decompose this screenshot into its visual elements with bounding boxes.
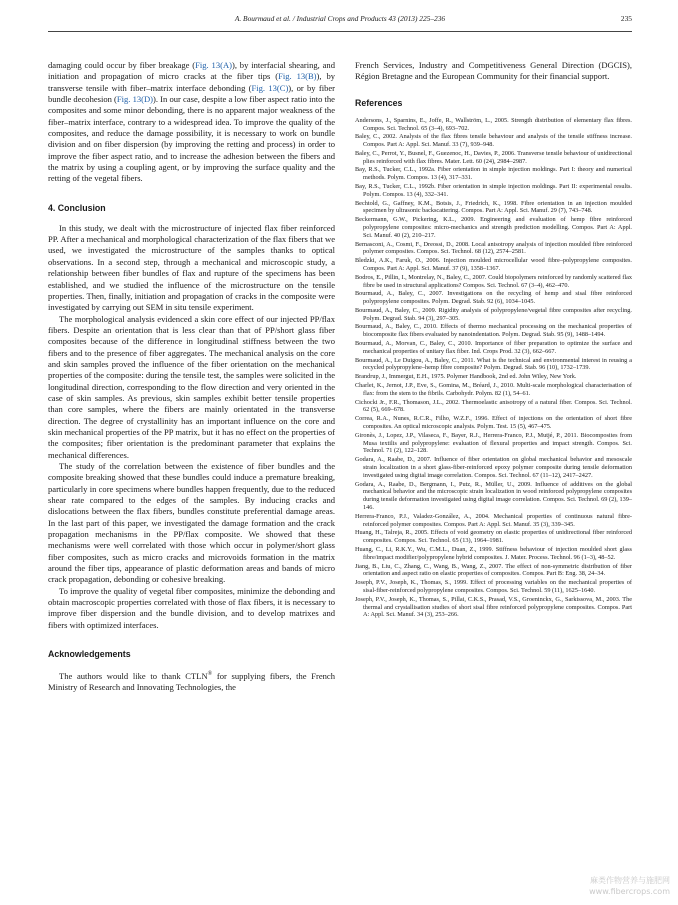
- reference-item: Cichocki Jr., F.R., Thomason, J.L., 2002. Thermoelastic anisotropy of a natural fiber. Compos. Sci. Technol. 62 (5), 669–678.: [355, 398, 632, 414]
- reference-item: Bay, R.S., Tucker, C.L., 1992b. Fiber orientation in simple injection moldings. Part II: experimental results. Polym. Compos. 13 (4), 332–341.: [355, 183, 632, 198]
- reference-item: Gironès, J., Lopez, J.P., Vilaseca, F., Bayer, R.J., Herrera-Franco, P.J., Mutjé, P., 2011. Biocomposites from Musa textilis and polypropylene: evaluation of flexural properties and impact strength. Compos. Sci. Technol. 71 (2), 122–128.: [355, 431, 632, 455]
- reference-item: Baley, C., Perrot, Y., Busnel, F., Guezenoc, H., Davies, P., 2006. Transverse tensile behaviour of unidirectional plies reinforced with flax fibres. Mater. Lett. 60 (24), 2984–2987.: [355, 149, 632, 165]
- reference-item: Bay, R.S., Tucker, C.L., 1992a. Fiber orientation in simple injection moldings. Part I: theory and numerical methods. Polym. Compos. 13 (4), 317–331.: [355, 166, 632, 182]
- reference-item: Bourmaud, A., Baley, C., 2010. Effects of thermo mechanical processing on the mechanical properties of biocomposite flax fibers evaluated by nanoindentation. Polym. Degrad. Stab. 95 (9), 1488–1494.: [355, 323, 632, 339]
- text-run: The authors would like to thank CTLN: [59, 671, 208, 681]
- reference-item: Bourmaud, A., Le Duigou, A., Baley, C., 2011. What is the technical and environmental interest in reusing a recycled polypropylene–hemp fibre composite? Polym. Degrad. Stab. 96 (10), 1732–1739.: [355, 356, 632, 372]
- right-column: [355, 60, 632, 620]
- text-run: damaging could occur by fiber breakage (: [48, 60, 196, 70]
- reference-item: Correa, R.A., Nunes, R.C.R., Filho, W.Z.F., 1996. Effect of injections on the orientation of short fibre composites. An optical microscopic analysis. Polym. Test. 15 (5), 467–475.: [355, 415, 632, 430]
- header-rule: [48, 31, 632, 32]
- journal-citation: A. Bourmaud et al. / Industrial Crops and Products 43 (2013) 225–236: [234, 14, 446, 23]
- reference-item: Bechtold, G., Gaffney, K.M., Botsis, J., Friedrich, K., 1998. Fibre orientation in an injection moulded specimen by ultrasonic backscattering. Compos. Part A: Appl. Sci. Manuf. 29 (7), 743–748.: [355, 199, 632, 215]
- text-run: ). In our case, despite a low fiber aspect ratio into the composites and some minor debonding, there is no apparent major weakness of the fiber–matrix interface, contrary to a widespread idea. To improve the quality of the composites, and reduce the damage possibility, it is necessary to work on bundle division and on fiber dispersion (by improving the retting and process) in order to improve the fiber aspect ratio, and to increase the adhesion between the fibers and the matrix by using a coupling agent, or by improving the surface quality and the retting of the vegetal fibers.: [48, 94, 335, 184]
- references-heading: References: [355, 97, 403, 108]
- reference-item: Jiang, B., Liu, C., Zhang, C., Wang, B., Wang, Z., 2007. The effect of non-symmetric distribution of fiber orientation and aspect ratio on elastic properties of composites. Compos. Part B: Eng. 38, 24–34.: [355, 562, 632, 578]
- discussion-paragraph: [48, 60, 335, 185]
- acknowledgements-paragraph: [48, 669, 335, 694]
- conclusion-paragraph: The morphological analysis evidenced a skin core effect of our injected PP/flax fibers. Despite an orientation that is less clear than that of PP/short glass fiber composites because of the difference in longitudinal stiffness between the two fibers and to the presence of fiber aggregates. The mechanical analysis on the core and skin samples proved the influence of the fiber orientation on the mechanical properties of the composite: during the tensile test, the samples were solicited in the longitudinal direction, corresponding to the flow direction and very oriented in the case of skin samples. As previous, skin samples exhibit better tensile properties than core samples, where the fibers are mainly orientated in the transverse direction. The degree of crystallinity has an important influence on the core and skin mechanical properties of the PP matrix, but it has no effect on the properties of the composites; fiber orientation is the predominant parameter that explains the mechanical differences.: [48, 313, 335, 460]
- reference-item: Bernasconi, A., Cosmi, F., Dreossi, D., 2008. Local anisotropy analysis of injection moulded fibre reinforced polymer composites. Compos. Sci. Technol. 68 (12), 2574–2581.: [355, 240, 632, 256]
- reference-item: Bourmaud, A., Morvan, C., Baley, C., 2010. Importance of fiber preparation to optimize the surface and mechanical properties of unitary flax fiber. Ind. Crops Prod. 32 (3), 662–667.: [355, 340, 632, 355]
- reference-item: Beckermann, G.W., Pickering, K.L., 2009. Engineering and evaluation of hemp fibre reinforced polypropylene composites: micro-mechanics and strength prediction modelling. Compos. Part A: Appl. Sci. Manuf. 40 (2), 210–217.: [355, 216, 632, 239]
- text-run: ), or by fiber bundle decohesion (: [48, 82, 335, 105]
- reference-list: [355, 117, 632, 620]
- conclusion-paragraph: In this study, we dealt with the microstructure of injected flax fiber reinforced PP. After a mechanical and morphological characterization of the flax fibers that we used, we investigated the microstructure of the samples thanks to optical observations. In a second step, through a mechanical and microscopic study, a relationship between fiber bundles of flax and rupture of the specimens has been established, and we studied the influence of the microstructure on the tensile properties. Then, finally, initiation and propagation of cracks in the composite were investigated by carrying out SEM in situ tensile experiment.: [48, 222, 335, 313]
- left-column: [48, 60, 335, 694]
- figure-link[interactable]: Fig. 13(C): [251, 82, 289, 93]
- text-run: ), by transverse tensile with fiber–matrix interface debonding (: [48, 71, 335, 93]
- text-run: for supplying fibers, the French Ministry of Research and Innovating Technologies, the: [48, 671, 336, 693]
- watermark: [589, 875, 670, 897]
- figure-link[interactable]: Fig. 13(A): [195, 60, 232, 70]
- reference-item: Godara, A., Raabe, D., Bergmann, I., Putz, R., Müller, U., 2009. Influence of additives on the global mechanical behavior and the microscopic strain localization in wood reinforced polypropylene composites during tensile deformation investigated using digital image correlation. Compos. Sci. Technol. 69 (2), 139–146.: [355, 480, 632, 512]
- figure-link[interactable]: Fig. 13(B): [278, 71, 317, 82]
- registered-mark: ®: [207, 671, 213, 678]
- conclusion-paragraph: To improve the quality of vegetal fiber composites, minimize the debonding and obtain macroscopic properties correlated with those of flax fibers, it is necessary to improve fiber dispersion and the bundle division, and to develop matrixes and fibers with optimized interfaces.: [48, 585, 335, 630]
- text-run: ), by interfacial shearing, and initiation and propagation of micro cracks at the fiber tips (: [48, 60, 335, 82]
- reference-item: Joseph, P.V., Joseph, K., Thomas, S., 1999. Effect of processing variables on the mechanical properties of sisal-fiber-reinforced polypropylene composites. Compos. Sci. Technol. 59 (11), 1625–1640.: [355, 579, 632, 594]
- watermark-url: www.fibercrops.com: [589, 887, 670, 896]
- reference-item: Bledzki, A.K., Faruk, O., 2006. Injection moulded microcellular wood fibre–polypropylene composites. Compos. Part A: Appl. Sci. Manuf. 37 (9), 1358–1367.: [355, 257, 632, 272]
- watermark-title: 麻类作物营养与施肥网: [590, 876, 670, 885]
- reference-item: Baley, C., 2002. Analysis of the flax fibres tensile behaviour and analysis of the tensile stiffness increase. Compos. Part A: Appl. Sci. Manuf. 33 (7), 939–948.: [355, 133, 632, 149]
- reference-item: Andersons, J., Sparnins, E., Joffe, R., Wallström, L., 2005. Strength distribution of elementary flax fibres. Compos. Sci. Technol. 65 (3–4), 693–702.: [355, 116, 632, 132]
- reference-item: Bourmaud, A., Baley, C., 2007. Investigations on the recycling of hemp and sisal fibre reinforced polypropylene composites. Polym. Degrad. Stab. 92 (6), 1034–1045.: [355, 290, 632, 306]
- conclusion-paragraph: The study of the correlation between the existence of fiber bundles and the composite breaking showed that these bundles could induce a premature breaking, particularly in core specimens where bundles happen frequently, due to the reduced shear rate compared to the edges of the samples. By inducing cracks and dislocations between the flax fibers, bundles constitute preferential damage areas. In the last part of this paper, we investigated the damage formation and the crack propagation mechanisms in the PP/flax composite. We showed that these mechanisms were well correlated with those which occur in polymer/short glass fiber composites, such as micro cracks and microvoids formation in the matrix around the fiber tips, appearance of plastic deformation areas and bands of micro crack propagation, debonding or cohesive breaking.: [48, 461, 335, 585]
- reference-item: Brandrup, J., Immergut, E.H., 1975. Polymer Handbook, 2nd ed. John Wiley, New York.: [355, 373, 577, 381]
- acknowledgements-continued: French Services, Industry and Competitiveness General Direction (DGCIS), Région Bretagne and the European Community for their financial support.: [355, 60, 632, 82]
- page-number: 235: [620, 14, 632, 23]
- figure-link[interactable]: Fig. 13(D): [116, 94, 154, 105]
- acknowledgements-heading: Acknowledgements: [48, 649, 131, 660]
- running-header: [48, 14, 632, 28]
- reference-item: Godara, A., Raabe, D., 2007. Influence of fiber orientation on global mechanical behavior and mesoscale strain localization in a short glass-fiber-reinforced epoxy polymer composite during tensile deformation investigated using digital image correlation. Compos. Sci. Technol. 67 (11–12), 2417–2427.: [355, 456, 632, 479]
- reference-item: Herrera-Franco, P.J., Valadez-González, A., 2004. Mechanical properties of continuous natural fibre-reinforced polymer composites. Compos. Part A: Appl. Sci. Manuf. 35 (3), 339–345.: [355, 512, 632, 528]
- reference-item: Charlet, K., Jernot, J.P., Eve, S., Gomina, M., Bréard, J., 2010. Multi-scale morphological characterisation of flax: from the stem to the fibrils. Carbohydr. Polym. 82 (1), 54–61.: [355, 381, 632, 397]
- reference-item: Huang, H., Talreja, R., 2005. Effects of void geometry on elastic properties of unidirectional fiber reinforced composites. Compos. Sci. Technol. 65 (13), 1964–1981.: [355, 529, 632, 545]
- reference-item: Huang, C., Li, R.K.Y., Wu, C.M.L., Duan, Z., 1999. Stiffness behaviour of injection moulded short glass fibre/impact modifier/polypropylene hybrid composites. J. Mater. Process. Technol. 96 (1–3), 48–52.: [355, 545, 632, 561]
- reference-item: Bourmaud, A., Baley, C., 2009. Rigidity analysis of polypropylene/vegetal fibre composites after recycling. Polym. Degrad. Stab. 94 (3), 297–305.: [355, 306, 632, 322]
- reference-item: Bodros, E., Pillin, I., Montrelay, N., Baley, C., 2007. Could biopolymers reinforced by randomly scattered flax fibre be used in structural applications? Compos. Sci. Technol. 67 (3–4), 462–470.: [355, 273, 632, 289]
- conclusion-heading: 4. Conclusion: [48, 202, 106, 213]
- reference-item: Joseph, P.V., Joseph, K., Thomas, S., Pillai, C.K.S., Prasad, V.S., Groeninckx, G., Sarkissova, M., 2003. The thermal and crystallisation studies of short sisal fibre reinforced polypropylene composites. Compos. Part A: Appl. Sci. Manuf. 34 (3), 253–266.: [355, 595, 632, 619]
